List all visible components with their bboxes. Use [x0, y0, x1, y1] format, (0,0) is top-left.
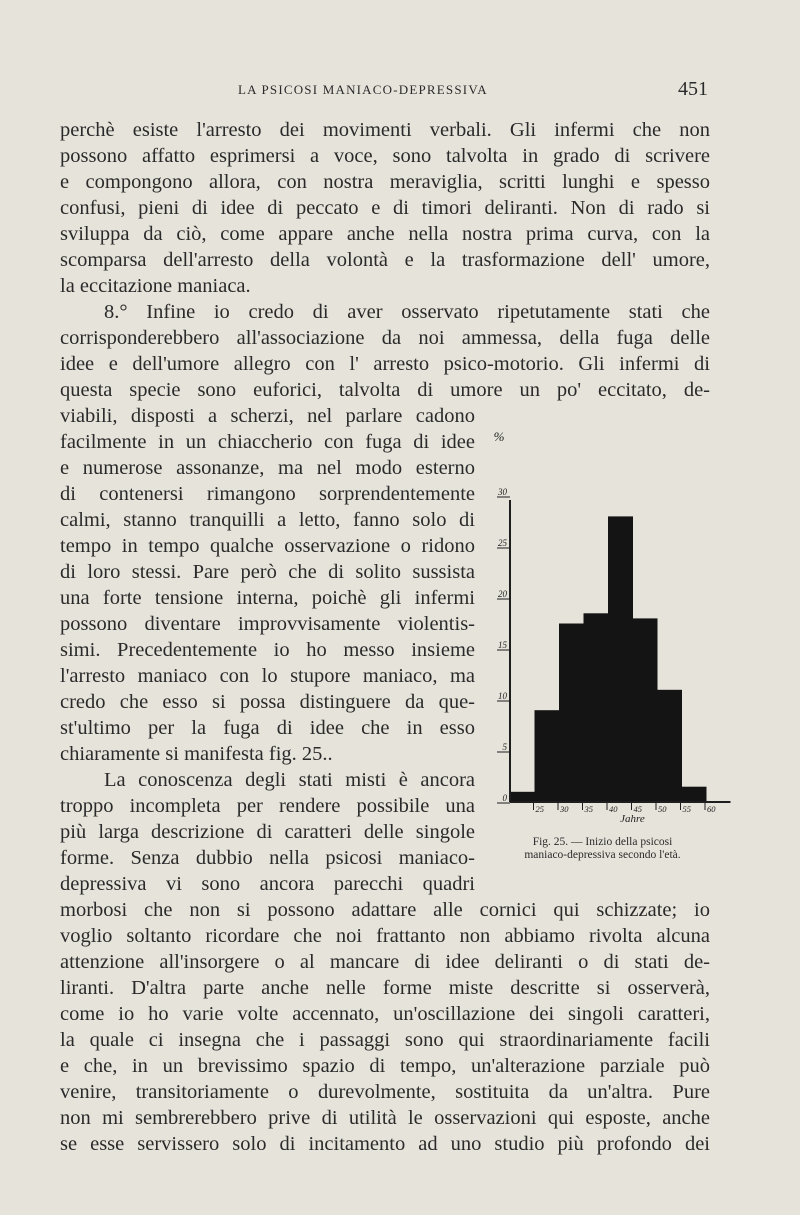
- histogram-bar: [584, 613, 609, 802]
- text-line-37: e che, in un brevissimo spazio di tempo, un'alterazione parziale può: [60, 1055, 710, 1077]
- histogram-bar: [682, 787, 707, 802]
- histogram-bar: [608, 516, 633, 802]
- text-line-26: La conoscenza degli stati misti è ancora: [104, 769, 475, 791]
- text-line-8: 8.° Infine io credo di aver osservato ripetutamente stati che: [104, 301, 710, 323]
- y-tick-label: 25: [498, 538, 507, 548]
- text-line-40: se esse servissero solo di incitamento ad uno studio più profondo dei: [60, 1133, 710, 1155]
- text-line-1: perchè esiste l'arresto dei movimenti verbali. Gli infermi che non: [60, 119, 710, 141]
- text-line-38: venire, transitoriamente o durevolmente, sostituita da un'altra. Pure: [60, 1081, 710, 1103]
- text-line-19: una forte tensione interna, poichè gli infermi: [60, 587, 475, 609]
- text-line-13: facilmente in un chiaccherio con fuga di idee: [60, 431, 475, 453]
- text-line-17: tempo in tempo qualche osservazione o ridono: [60, 535, 475, 557]
- x-tick-label: 50: [658, 804, 667, 814]
- text-line-11: questa specie sono euforici, talvolta di umore un po' eccitato, de-: [60, 379, 710, 401]
- text-line-23: credo che esso si possa distinguere da que-: [60, 691, 475, 713]
- histogram-bar: [535, 710, 560, 802]
- y-tick-label: 20: [498, 589, 507, 599]
- x-unit-label: Jahre: [620, 813, 645, 825]
- histogram-bar: [510, 792, 535, 802]
- text-line-12: viabili, disposti a scherzi, nel parlare cadono: [60, 405, 475, 427]
- caption-line-2: maniaco-depressiva secondo l'età.: [524, 849, 681, 861]
- x-tick-label: 30: [560, 804, 569, 814]
- x-tick-label: 25: [535, 804, 544, 814]
- text-line-28: più larga descrizione di caratteri delle singole: [60, 821, 475, 843]
- page-number: 451: [678, 78, 708, 100]
- text-line-2: possono affatto esprimersi a voce, sono talvolta in grado di scrivere: [60, 145, 710, 167]
- x-tick-label: 40: [609, 804, 618, 814]
- text-line-3: e compongono allora, con nostra meraviglia, scritti lunghi e spesso: [60, 171, 710, 193]
- y-tick-label: 10: [498, 691, 507, 701]
- x-tick-label: 45: [633, 804, 642, 814]
- text-line-32: voglio soltanto ricordare che noi frattanto non abbiamo rivolta alcuna: [60, 925, 710, 947]
- text-line-4: confusi, pieni di idee di peccato e di timori deliranti. Non di rado si: [60, 197, 710, 219]
- text-line-20: possono diventare improvvisamente violentis-: [60, 613, 475, 635]
- x-tick-label: 35: [584, 804, 593, 814]
- y-tick-label: 30: [498, 487, 507, 497]
- running-title: LA PSICOSI MANIACO-DEPRESSIVA: [238, 82, 488, 97]
- text-line-14: e numerose assonanze, ma nel modo esterno: [60, 457, 475, 479]
- x-tick-label: 55: [682, 804, 691, 814]
- figure-caption: [490, 836, 715, 862]
- y-tick-label: 5: [502, 742, 507, 752]
- text-line-15: di contenersi rimangono sorprendentemente: [60, 483, 475, 505]
- histogram-bar: [633, 618, 658, 802]
- text-line-35: come io ho varie volte accennato, un'oscillazione dei singoli caratteri,: [60, 1003, 710, 1025]
- text-line-18: di loro stessi. Pare però che di solito sussista: [60, 561, 475, 583]
- caption-line-1: Fig. 25. — Inizio della psicosi: [532, 836, 673, 848]
- text-line-30: depressiva vi sono ancora parecchi quadri: [60, 873, 475, 895]
- text-line-33: attenzione all'insorgere o al mancare di idee deliranti o di stati de-: [60, 951, 710, 973]
- text-line-27: troppo incompleta per rendere possibile una: [60, 795, 475, 817]
- running-head: [60, 78, 710, 102]
- text-line-21: simi. Precedentemente io ho messo insieme: [60, 639, 475, 661]
- text-line-6: scomparsa dell'arresto della volontà e la trasformazione dell' umore,: [60, 249, 710, 271]
- histogram-bar: [657, 690, 682, 802]
- text-line-9: corrisponderebbero all'associazione da noi ammessa, della fuga delle: [60, 327, 710, 349]
- text-line-34: liranti. D'altra parte anche nelle forme miste descritte si osserverà,: [60, 977, 710, 999]
- text-line-29: forme. Senza dubbio nella psicosi maniaco-: [60, 847, 475, 869]
- y-unit-label: %: [493, 429, 505, 444]
- text-line-7: la eccitazione maniaca.: [60, 275, 251, 297]
- y-tick-label: 0: [502, 793, 507, 803]
- text-line-5: sviluppa da ciò, come appare anche nella nostra prima curva, con la: [60, 223, 710, 245]
- text-line-16: calmi, stanno tranquilli a letto, fanno solo di: [60, 509, 475, 531]
- histogram-bar: [559, 624, 584, 803]
- y-tick-label: 15: [498, 640, 507, 650]
- text-line-36: la quale ci insegna che i passaggi sono qui straordinariamente facili: [60, 1029, 710, 1051]
- text-line-24: st'ultimo per la fuga di idee che in esso: [60, 717, 475, 739]
- text-line-22: l'arresto maniaco con lo stupore maniaco, ma: [60, 665, 475, 687]
- text-line-39: non mi sembrerebbero prive di utilità le osservazioni qui esposte, anche: [60, 1107, 710, 1129]
- text-line-25: chiaramente si manifesta fig. 25..: [60, 743, 333, 765]
- x-tick-label: 60: [707, 804, 716, 814]
- text-line-31: morbosi che non si possono adattare alle cornici qui schizzate; io: [60, 899, 710, 921]
- text-line-10: idee e dell'umore allegro con l' arresto psico-motorio. Gli infermi di: [60, 353, 710, 375]
